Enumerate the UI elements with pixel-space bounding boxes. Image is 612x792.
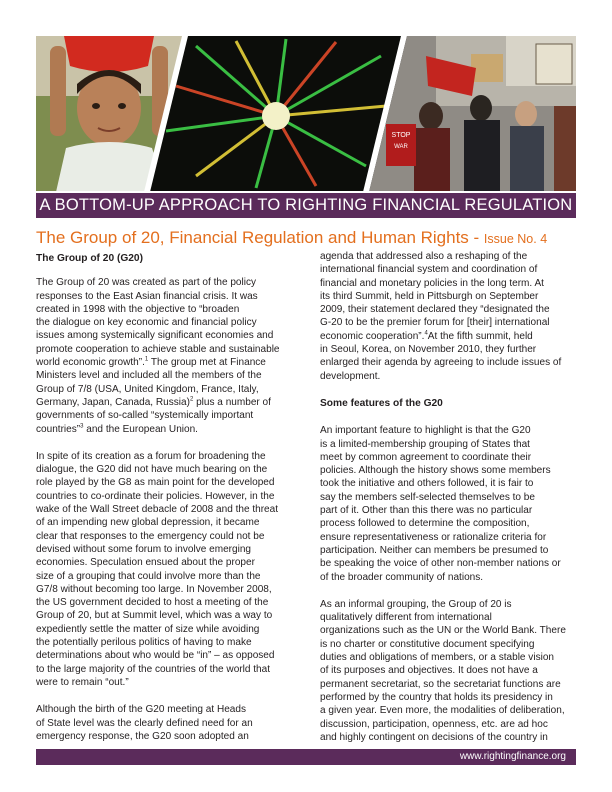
text-line: its third Summit, held in Pittsburgh on September xyxy=(320,290,539,302)
text-line: 2009, their statement declared they “designated the xyxy=(320,304,550,316)
issue-number: Issue No. 4 xyxy=(483,232,548,246)
text-line: devised without some forum to involve emerging xyxy=(36,543,251,555)
text-line: Group of 20, but at Summit level, which was a way to xyxy=(36,610,273,622)
text-line: international financial system and coordination of xyxy=(320,264,538,276)
paragraph xyxy=(320,598,577,744)
text-line: governments of so-called “systemically important xyxy=(36,410,254,422)
text-line: Ministers level and included all the members of the xyxy=(36,370,262,382)
text-line: determinations about who would be “in” – as opposed xyxy=(36,650,275,662)
text-line: participation. Neither can members be presumed to xyxy=(320,544,549,556)
text-fragment: and the European Union. xyxy=(83,423,198,435)
text-line: the potentially perilous politics of having to make xyxy=(36,637,252,649)
text-line: economies. Speculation ensued about the proper xyxy=(36,557,255,569)
footer-bar xyxy=(36,749,576,765)
right-column xyxy=(320,250,577,755)
text-line xyxy=(36,356,293,369)
text-line: Group of 7/8 (USA, United Kingdom, France, Italy, xyxy=(36,383,259,395)
text-line: In spite of its creation as a forum for broadening the xyxy=(36,450,266,462)
text-line: emergency response, the G20 soon adopted an xyxy=(36,730,249,742)
text-line: ensure representativeness or rationalize criteria for xyxy=(320,531,547,543)
footnote-ref: 4 xyxy=(424,330,428,337)
text-line: qualitatively different from international xyxy=(320,612,492,624)
text-line: say the members self-selected themselves to be xyxy=(320,491,535,503)
text-line: part of it. Other than this there was no particular xyxy=(320,505,533,517)
text-line: of State level was the clearly defined need for an xyxy=(36,717,253,729)
text-fragment: plus a number of xyxy=(193,396,271,408)
text-line: of its purposes and objectives. It does not have a xyxy=(320,665,538,677)
footnote-ref: 1 xyxy=(144,356,149,363)
paragraph xyxy=(36,703,293,743)
text-line: the dialogue on key economic and financial policy xyxy=(36,317,257,329)
text-line: is no charter or constitutive document specifying xyxy=(320,638,535,650)
text-line: issues among systemically significant economies and xyxy=(36,330,274,342)
footnote-ref: 2 xyxy=(189,396,194,403)
header-photo-banner xyxy=(36,36,576,192)
paragraph xyxy=(36,450,293,689)
text-fragment: Germany, Japan, Canada, Russia) xyxy=(36,396,190,408)
text-line: took the initiative and others followed, it is fair to xyxy=(320,478,534,490)
text-line: expediently settle the matter of size while avoiding xyxy=(36,623,260,635)
text-line: financial and monetary policies in the long term. At xyxy=(320,277,544,289)
text-line: responses to the East Asian financial crisis. It was xyxy=(36,290,258,302)
text-line: enlarged their agenda by agreeing to include issues of xyxy=(320,357,562,369)
text-line: promote cooperation to achieve stable and sustainable xyxy=(36,343,280,355)
text-line: permanent secretariat, so the secretariat functions are xyxy=(320,678,561,690)
text-line xyxy=(36,396,293,409)
svg-text:WAR: WAR xyxy=(394,144,408,150)
website-link[interactable]: www.rightingfinance.org xyxy=(459,751,566,762)
text-line: performed by the country that holds its presidency in xyxy=(320,691,553,703)
text-fragment: countries” xyxy=(36,423,81,435)
title-bar xyxy=(36,191,576,218)
text-line: of the broader community of nations. xyxy=(320,571,484,583)
stock-ticker-photo xyxy=(148,36,404,192)
text-line: Although the birth of the G20 meeting at Heads xyxy=(36,704,247,716)
text-line: process followed to determine the composition, xyxy=(320,518,530,530)
text-line: to the large majority of the countries of the world that xyxy=(36,663,270,675)
text-line: countries to co-ordinate their policies. However, in the xyxy=(36,490,275,502)
text-line: were to remain “out.” xyxy=(36,676,129,688)
text-line: organizations such as the UN or the World Bank. There xyxy=(320,625,566,637)
text-line: be speaking the voice of other non-member nations or xyxy=(320,558,561,570)
text-line: size of a grouping that could involve more than the xyxy=(36,570,261,582)
text-fragment: At the fifth summit, held xyxy=(427,330,533,342)
text-line: of an impending new global depression, it became xyxy=(36,517,260,529)
text-line: the US government decided to host a meeting of the xyxy=(36,597,269,609)
text-fragment: economic cooperation”. xyxy=(320,330,425,342)
text-line: agenda that addressed also a reshaping of the xyxy=(320,251,528,262)
document-subtitle xyxy=(36,228,596,248)
paragraph xyxy=(320,250,577,383)
text-line: G7/8 without becoming too large. In November 2008, xyxy=(36,583,272,595)
text-line: development. xyxy=(320,370,381,382)
text-line: meet by common agreement to coordinate their xyxy=(320,451,532,463)
text-line: As an informal grouping, the Group of 20 is xyxy=(320,598,512,610)
subtitle-text: The Group of 20, Financial Regulation and Human Rights - xyxy=(36,228,484,247)
document-title: A BOTTOM-UP APPROACH TO RIGHTING FINANCIAL REGULATION xyxy=(39,196,573,214)
text-line: policies. Although the history shows some members xyxy=(320,465,551,477)
section-heading-g20: The Group of 20 (G20) xyxy=(36,253,143,264)
text-fragment: world economic growth”. xyxy=(36,357,145,369)
text-line: clear that responses to the emergency could not be xyxy=(36,530,265,542)
text-line: duties and obligations of members, or a stable vision xyxy=(320,652,554,664)
text-line xyxy=(36,423,293,436)
text-line: The Group of 20 was created as part of the policy xyxy=(36,277,257,289)
paragraph xyxy=(36,276,293,436)
text-fragment: The group met at Finance xyxy=(148,357,266,369)
text-line: wake of the Wall Street debacle of 2008 and the threat xyxy=(36,504,279,516)
text-line: in Seoul, Korea, on November 2010, they further xyxy=(320,344,537,356)
text-line: role played by the G8 as main point for the developed xyxy=(36,477,275,489)
protest-sign-text: STOP xyxy=(391,132,411,139)
text-line: and highly contingent on decisions of the country in xyxy=(320,731,548,743)
text-line: discussion, participation, openness, etc. are ad hoc xyxy=(320,718,548,730)
text-line: a given year. Even more, the modalities of deliberation, xyxy=(320,705,565,717)
section-heading-features: Some features of the G20 xyxy=(320,397,443,409)
text-line: created in 1998 with the objective to “broaden xyxy=(36,303,240,315)
text-line: is a limited-membership grouping of States that xyxy=(320,438,530,450)
paragraph xyxy=(320,424,577,584)
text-line: G-20 to be the premier forum for [their] international xyxy=(320,317,550,329)
text-line xyxy=(320,330,577,343)
left-column xyxy=(36,252,293,754)
text-line: dialogue, the G20 did not have much bearing on the xyxy=(36,464,268,476)
text-line: An important feature to highlight is that the G20 xyxy=(320,425,531,437)
footnote-ref: 3 xyxy=(80,423,84,430)
